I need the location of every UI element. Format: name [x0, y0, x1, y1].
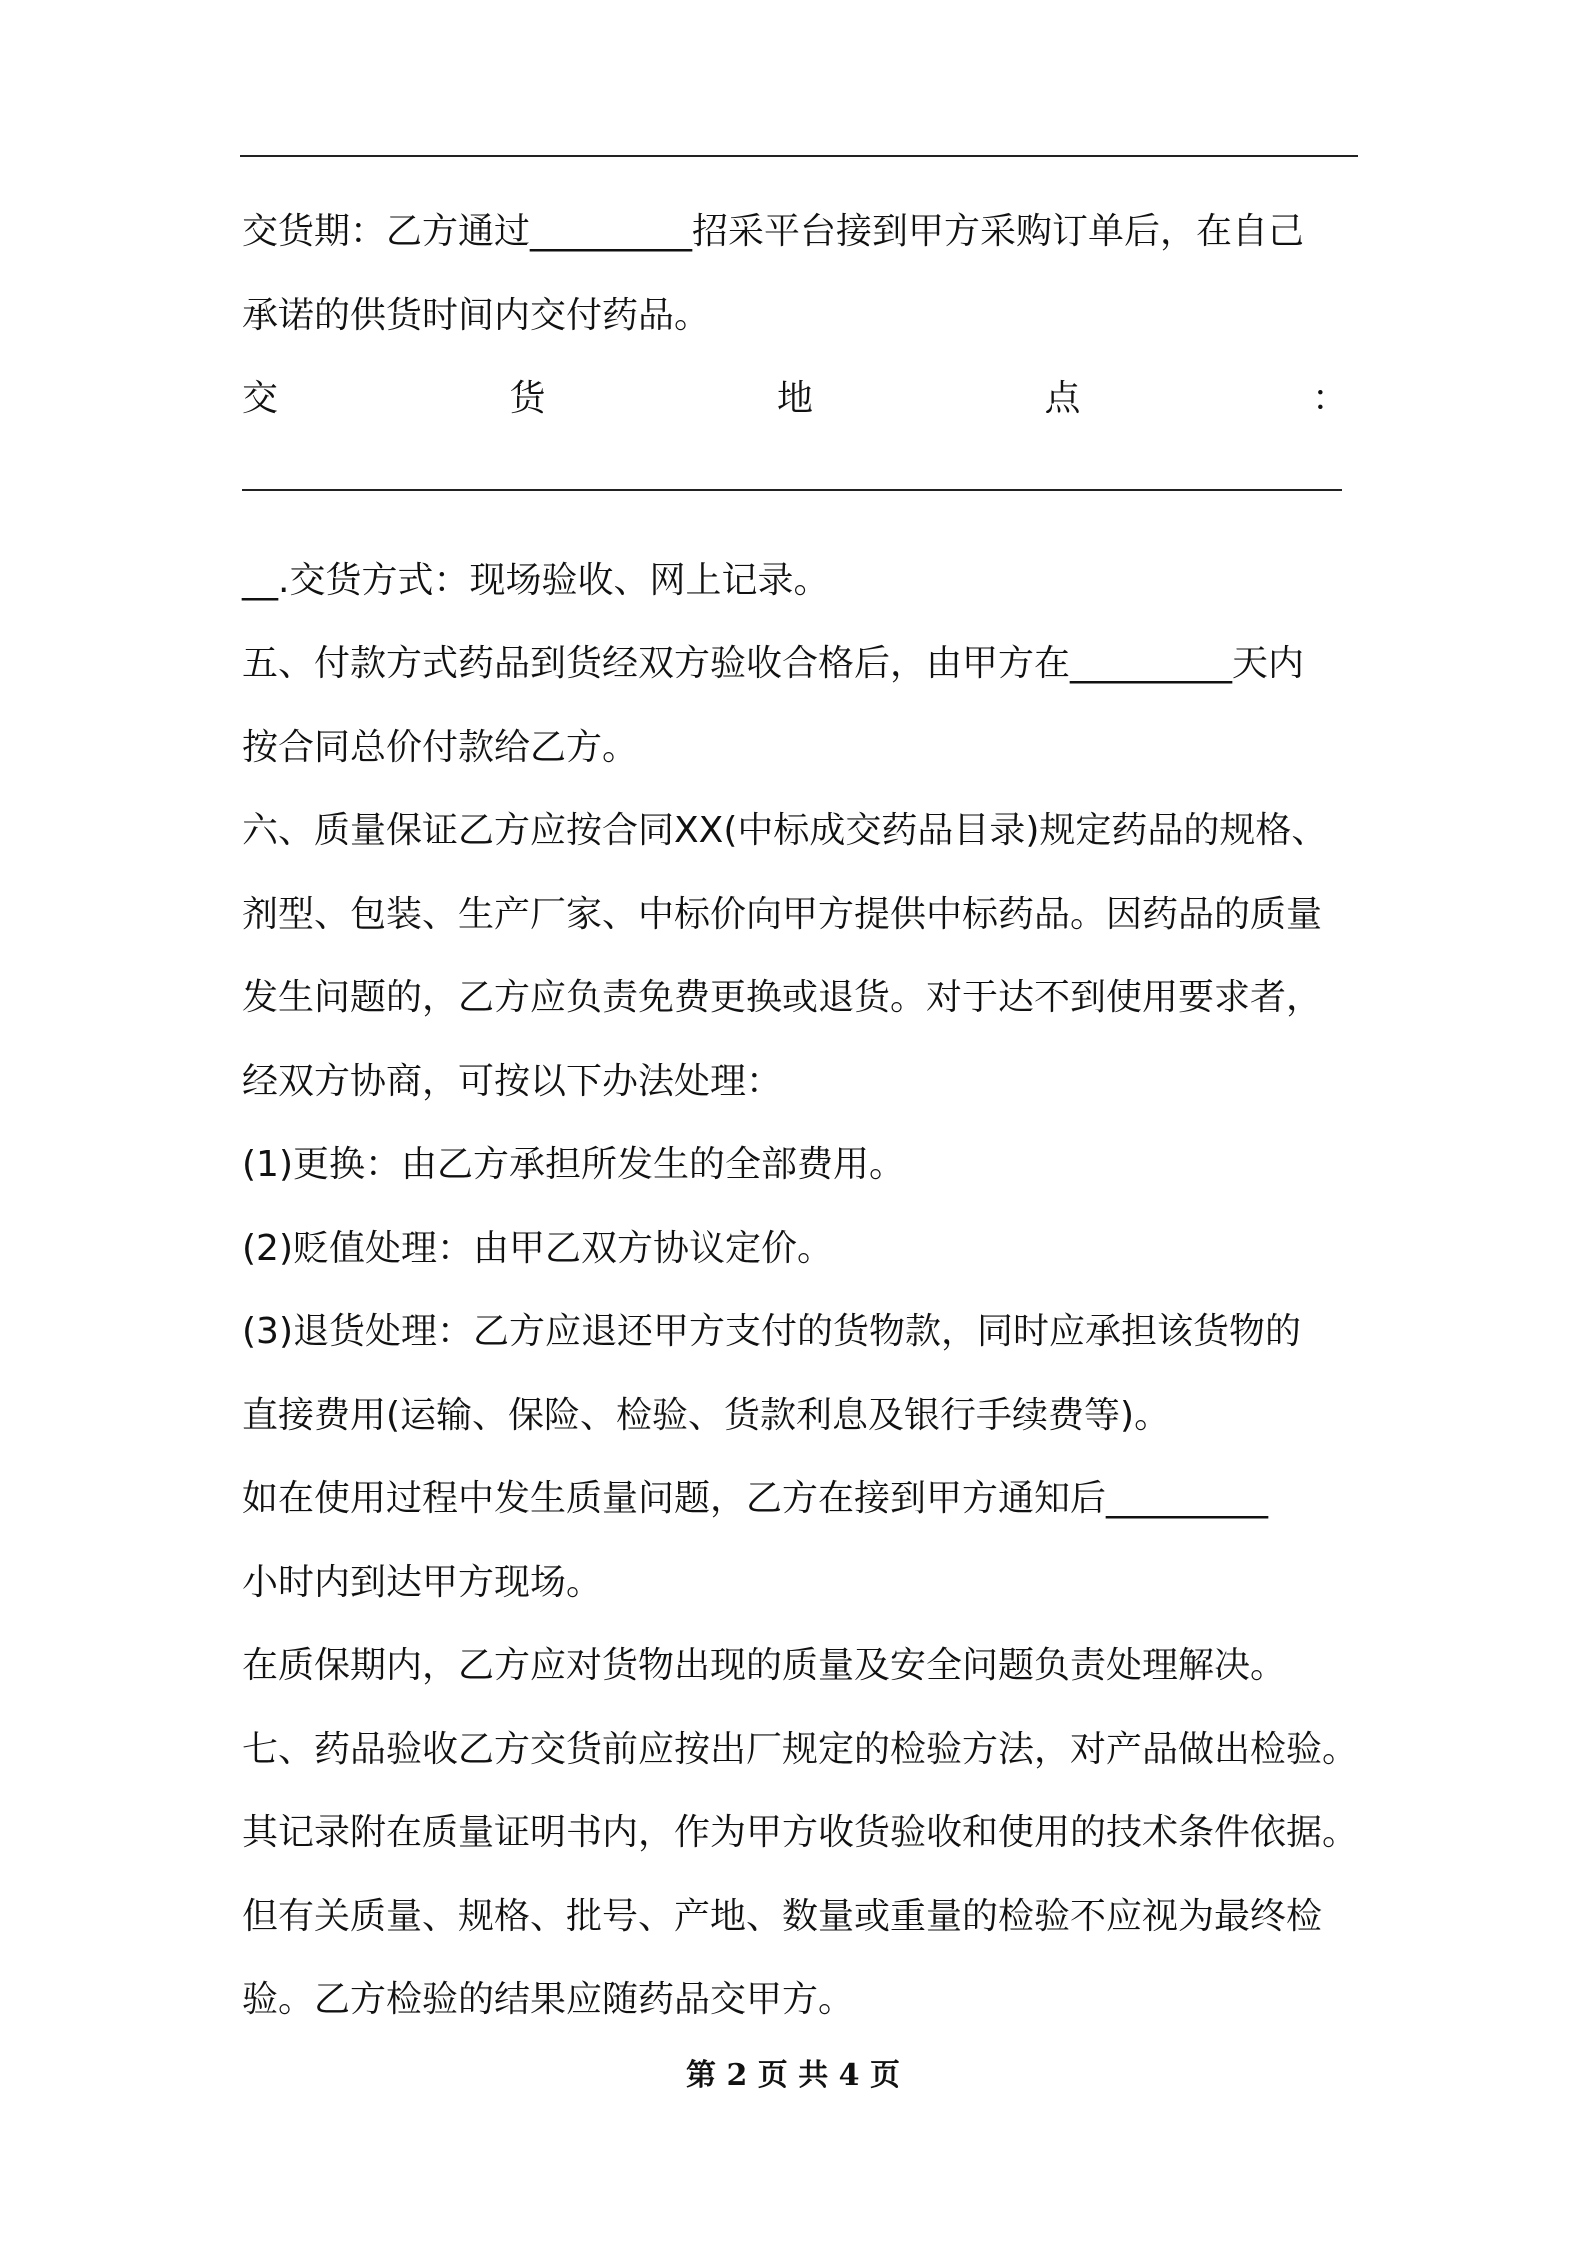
text-line: 七、药品验收乙方交货前应按出厂规定的检验方法，对产品做出检验。: [242, 1728, 1359, 1770]
text-line: (3)退货处理：乙方应退还甲方支付的货物款，同时应承担该货物的: [242, 1311, 1301, 1352]
delivery-location-label: [242, 357, 1360, 441]
text-line: 但有关质量、规格、批号、产地、数量或重量的检验不应视为最终检: [242, 1895, 1323, 1937]
text-line: 按合同总价付款给乙方。: [242, 726, 639, 768]
text-line: 如在使用过程中发生质量问题，乙方在接到甲方通知后_________: [242, 1478, 1269, 1519]
spread-char: 地: [776, 378, 813, 419]
text-line: 发生问题的，乙方应负责免费更换或退货。对于达不到使用要求者，: [242, 977, 1323, 1018]
text-line: 六、质量保证乙方应按合同XX(中标成交药品目录)规定药品的规格、: [242, 810, 1328, 851]
spread-char: 点: [1044, 378, 1081, 419]
blank-underline: [242, 489, 1342, 491]
text-line: 在质保期内，乙方应对货物出现的质量及安全问题负责处理解决。: [242, 1645, 1287, 1686]
document-body: [242, 190, 1360, 2042]
text-line: 五、付款方式药品到货经双方验收合格后，由甲方在_________天内: [242, 643, 1305, 684]
fill-in-blank-line: [242, 489, 1360, 539]
text-line: 验。乙方检验的结果应随药品交甲方。: [242, 1979, 855, 2020]
text-line: (2)贬值处理：由甲乙双方协议定价。: [242, 1227, 833, 1269]
text-line: 小时内到达甲方现场。: [242, 1561, 603, 1603]
spread-char: ：: [1311, 378, 1348, 419]
text-line: (1)更换：由乙方承担所发生的全部费用。: [242, 1144, 905, 1185]
text-line: 直接费用(运输、保险、检验、货款利息及银行手续费等)。: [242, 1394, 1171, 1436]
spread-char: 货: [509, 378, 546, 419]
text-line: 经双方协商，可按以下办法处理：: [242, 1060, 783, 1102]
header-rule: [240, 155, 1358, 157]
text-line: 其记录附在质量证明书内，作为甲方收货验收和使用的技术条件依据。: [242, 1812, 1359, 1853]
text-line: 交货期：乙方通过_________招采平台接到甲方采购订单后，在自己: [242, 211, 1305, 252]
page-number: 第 2 页 共 4 页: [686, 2058, 900, 2093]
text-line: __.交货方式：现场验收、网上记录。: [242, 559, 830, 601]
text-line: 剂型、包装、生产厂家、中标价向甲方提供中标药品。因药品的质量: [242, 893, 1323, 935]
spread-char: 交: [242, 378, 279, 419]
text-line: 承诺的供货时间内交付药品。: [242, 294, 711, 336]
